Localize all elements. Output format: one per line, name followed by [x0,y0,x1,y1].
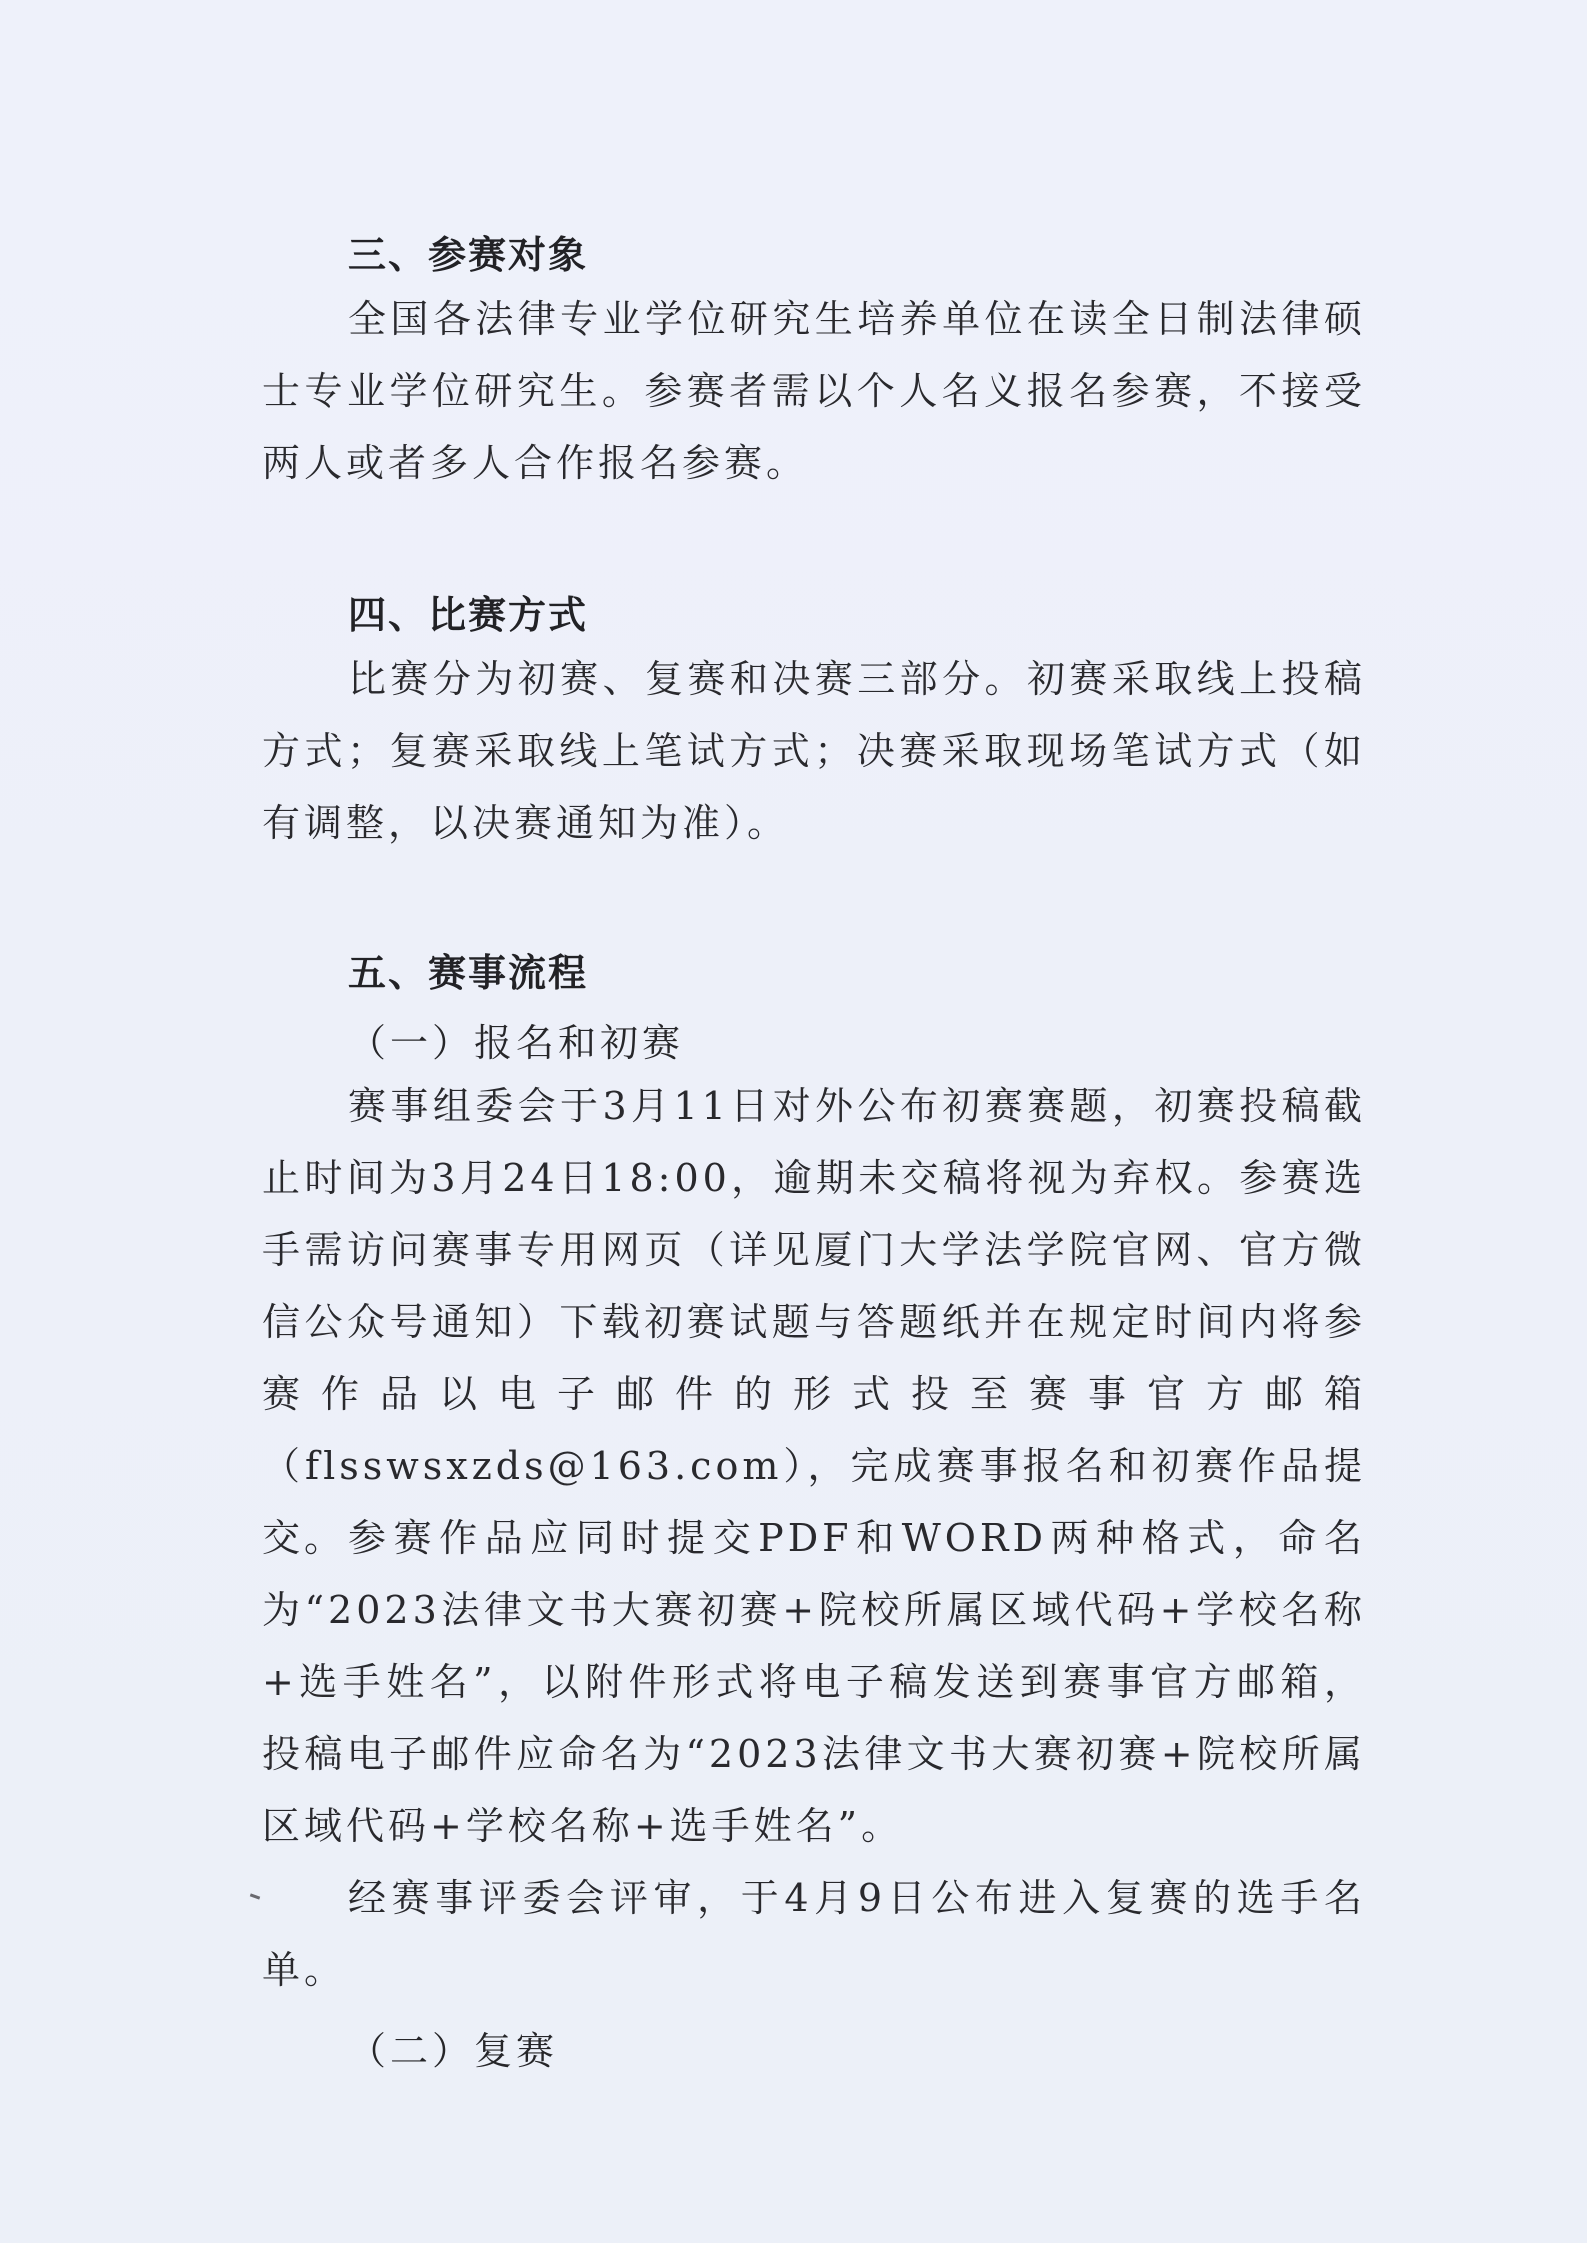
section-5-heading: 五、赛事流程 [348,951,589,995]
section-3-heading: 三、参赛对象 [348,233,589,277]
section-4-paragraph: 比赛分为初赛、复赛和决赛三部分。初赛采取线上投稿方式；复赛采取线上笔试方式；决赛采取现场笔试方式（如有调整，以决赛通知为准）。 [262,657,1366,845]
scan-mark [250,1893,260,1899]
subsection-1-heading: （一）报名和初赛 [348,1021,685,1065]
section-3-paragraph: 全国各法律专业学位研究生培养单位在读全日制法律硕士专业学位研究生。参赛者需以个人名义报名参赛，不接受两人或者多人合作报名参赛。 [262,297,1366,485]
subsection-1-paragraph-1: 赛事组委会于3月11日对外公布初赛赛题，初赛投稿截止时间为3月24日18:00，逾期未交稿将视为弃权。参赛选手需访问赛事专用网页（详见厦门大学法学院官网、官方微信公众号通知）下载初赛试题与答题纸并在规定时间内将参赛作品以电子邮件的形式投至赛事官方邮箱（flsswsxzds@163.com），完成赛事报名和初赛作品提交。 [262,1084,1366,1560]
subsection-2-heading: （二）复赛 [348,2029,559,2073]
subsection-1-paragraph-2: 参赛作品应同时提交PDF和WORD两种格式，命名为“2023法律文书大赛初赛+院校所属区域代码+学校名称+选手姓名”，以附件形式将电子稿发送到赛事官方邮箱，投稿电子邮件应命名为“2023法律文书大赛初赛+院校所属区域代码+学校名称+选手姓名”。 [262,1516,1366,1848]
subsection-1-paragraph-3: 经赛事评委会评审，于4月9日公布进入复赛的选手名单。 [262,1876,1366,1992]
section-4-heading: 四、比赛方式 [348,593,589,637]
